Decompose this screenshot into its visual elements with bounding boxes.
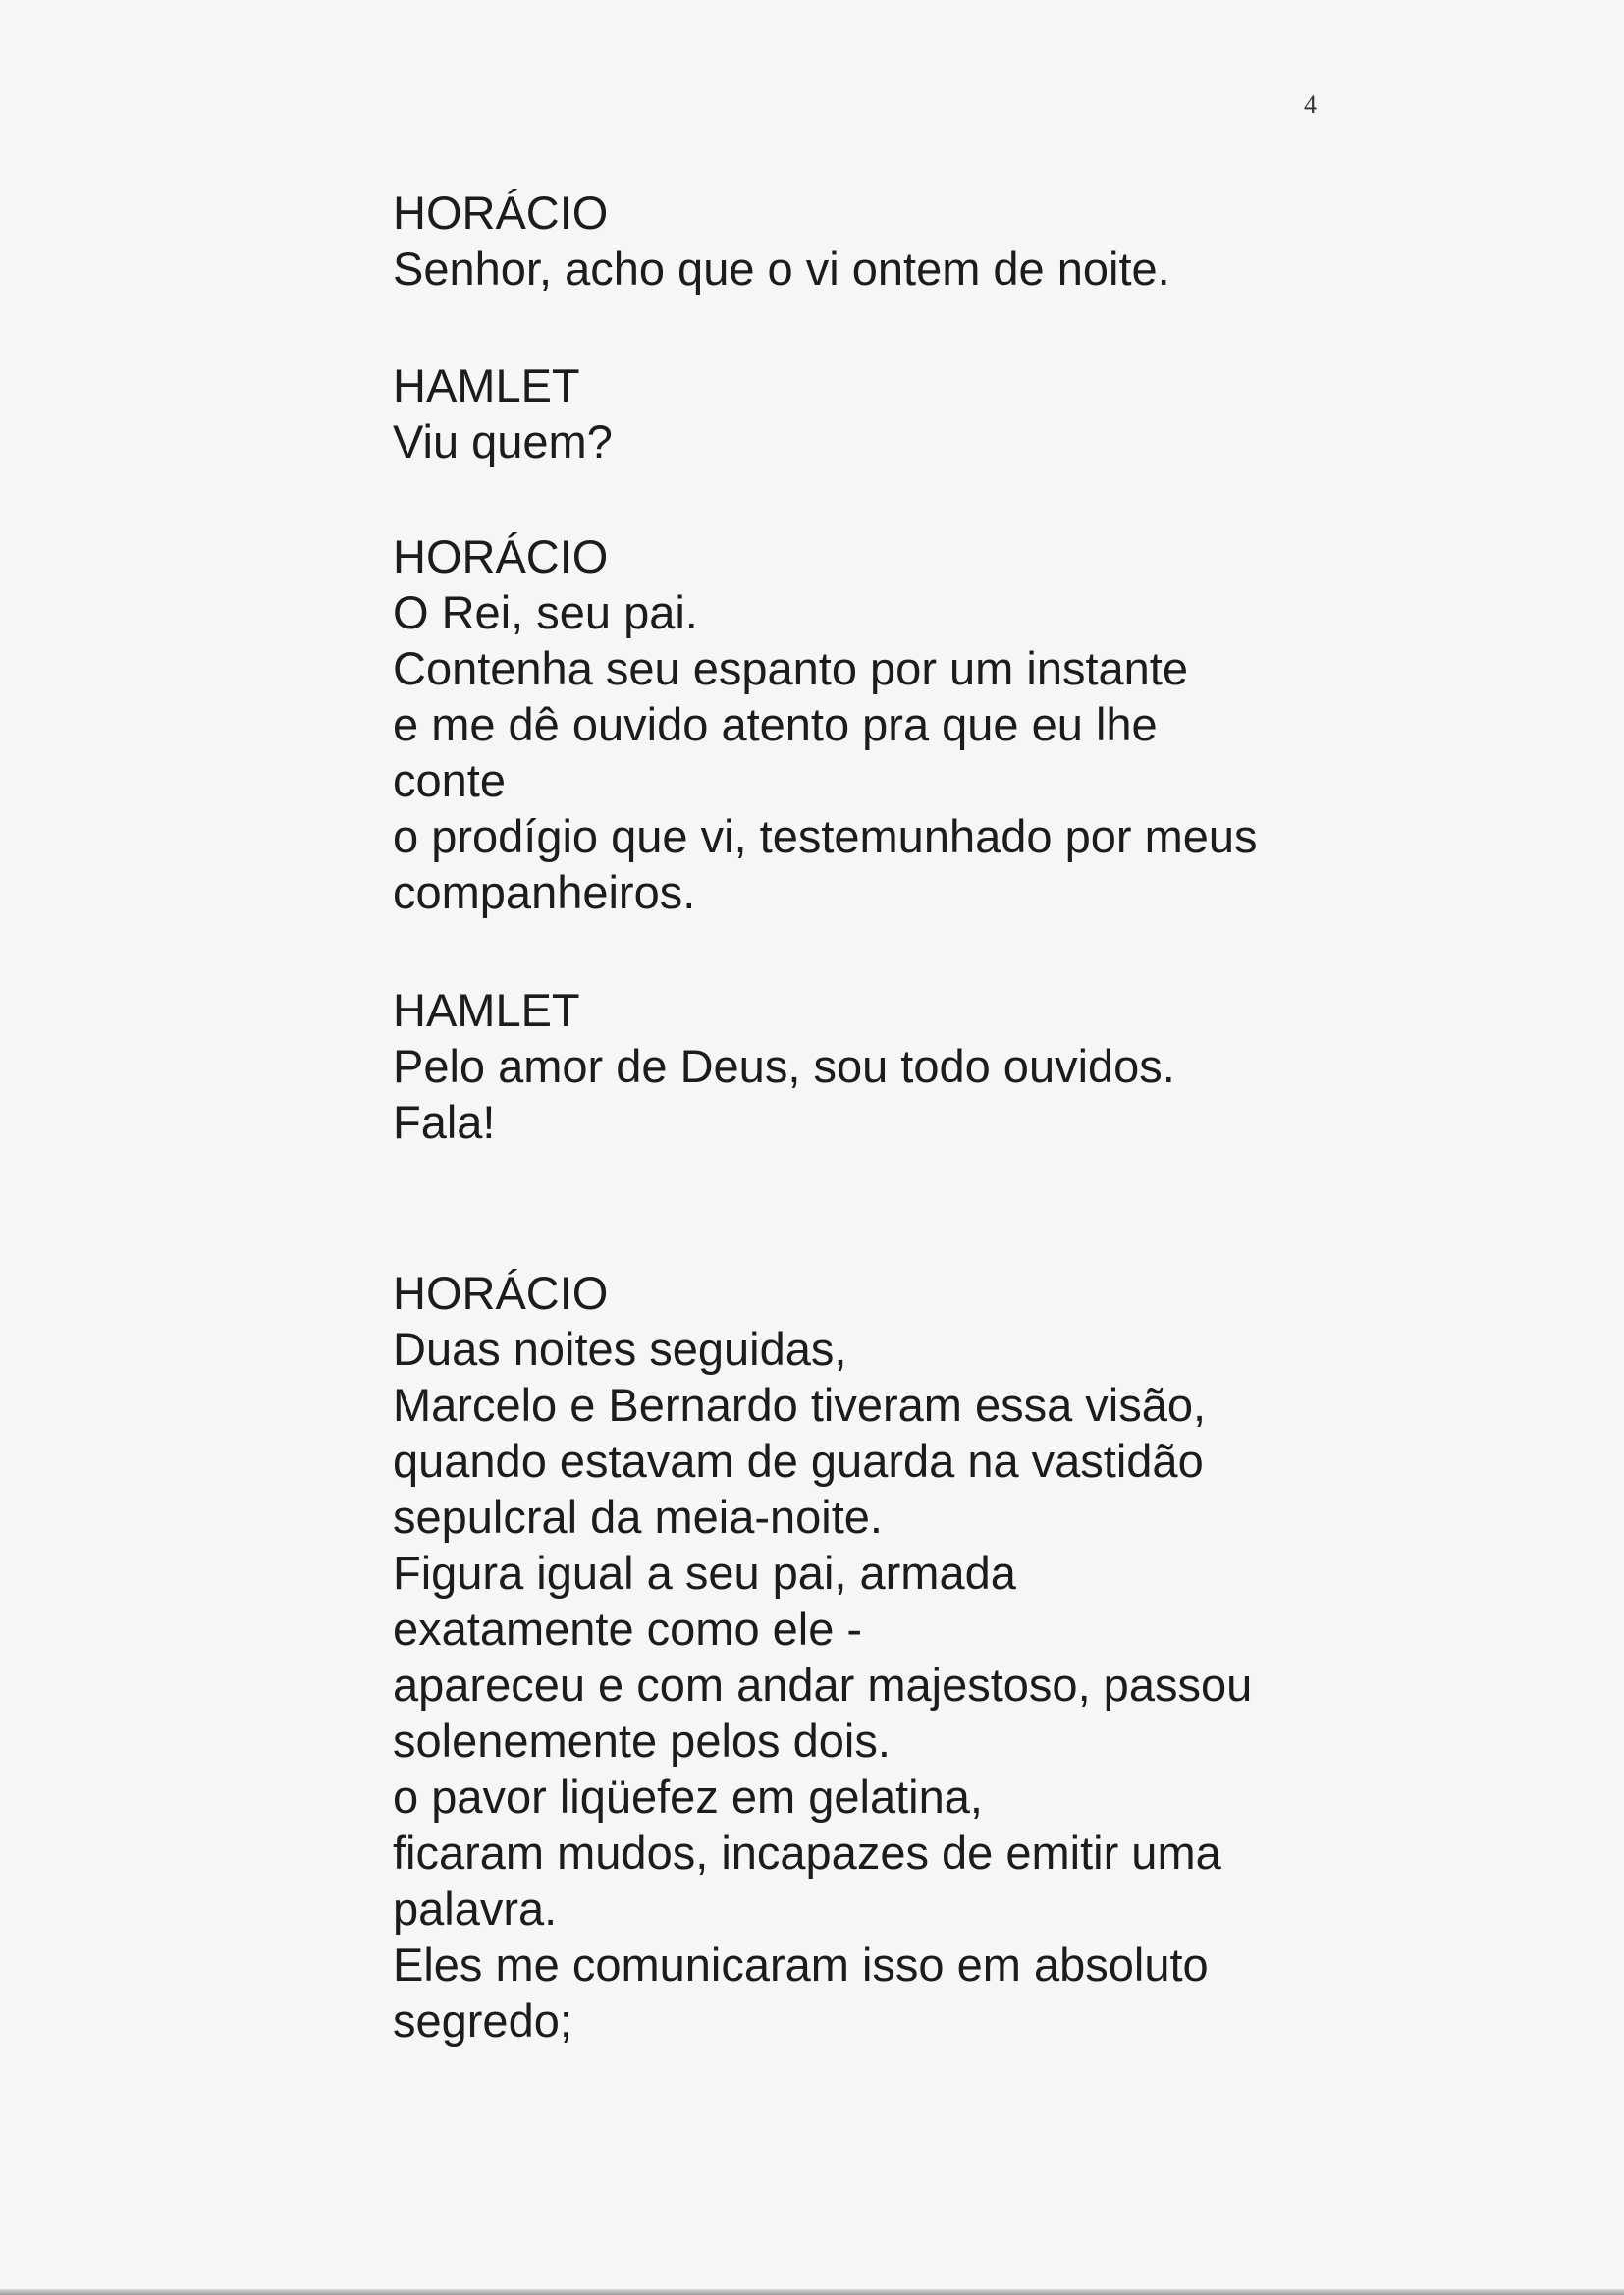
dialogue-line: O Rei, seu pai. [393, 586, 698, 638]
dialogue-line: palavra. [393, 1883, 558, 1935]
dialogue-line: o prodígio que vi, testemunhado por meus [393, 810, 1258, 862]
dialogue-line: solenemente pelos dois. [393, 1715, 891, 1767]
dialogue-line: Figura igual a seu pai, armada [393, 1547, 1016, 1599]
dialogue-line: conte [393, 754, 506, 806]
dialogue-block-horacio-3 [393, 1265, 1252, 2049]
dialogue-line: Viu quem? [393, 415, 613, 467]
dialogue-line: sepulcral da meia-noite. [393, 1491, 883, 1543]
dialogue-block-hamlet-2 [393, 982, 1175, 1150]
dialogue-line: segredo; [393, 1994, 572, 2047]
dialogue-line: Marcelo e Bernardo tiveram essa visão, [393, 1379, 1207, 1431]
dialogue-line: Eles me comunicaram isso em absoluto [393, 1939, 1209, 1991]
dialogue-line: exatamente como ele - [393, 1603, 863, 1655]
dialogue-line: Contenha seu espanto por um instante [393, 642, 1188, 694]
dialogue-line: ficaram mudos, incapazes de emitir uma [393, 1827, 1221, 1879]
speaker-name: HORÁCIO [393, 1267, 609, 1319]
speaker-name: HORÁCIO [393, 187, 609, 239]
page-number: 4 [1304, 90, 1317, 119]
dialogue-line: Pelo amor de Deus, sou todo ouvidos. [393, 1040, 1175, 1092]
speaker-name: HORÁCIO [393, 530, 609, 582]
dialogue-block-horacio-2 [393, 528, 1258, 920]
dialogue-block-horacio-1 [393, 185, 1170, 297]
dialogue-line: apareceu e com andar majestoso, passou [393, 1659, 1253, 1711]
dialogue-line: Senhor, acho que o vi ontem de noite. [393, 243, 1170, 295]
scan-bottom-edge [0, 2289, 1624, 2295]
speaker-name: HAMLET [393, 359, 580, 411]
dialogue-line: o pavor liqüefez em gelatina, [393, 1771, 983, 1823]
dialogue-line: Fala! [393, 1096, 496, 1148]
dialogue-line: Duas noites seguidas, [393, 1323, 847, 1375]
dialogue-line: companheiros. [393, 866, 696, 918]
speaker-name: HAMLET [393, 984, 580, 1036]
dialogue-line: e me dê ouvido atento pra que eu lhe [393, 698, 1158, 750]
dialogue-line: quando estavam de guarda na vastidão [393, 1435, 1204, 1487]
dialogue-block-hamlet-1 [393, 357, 613, 469]
